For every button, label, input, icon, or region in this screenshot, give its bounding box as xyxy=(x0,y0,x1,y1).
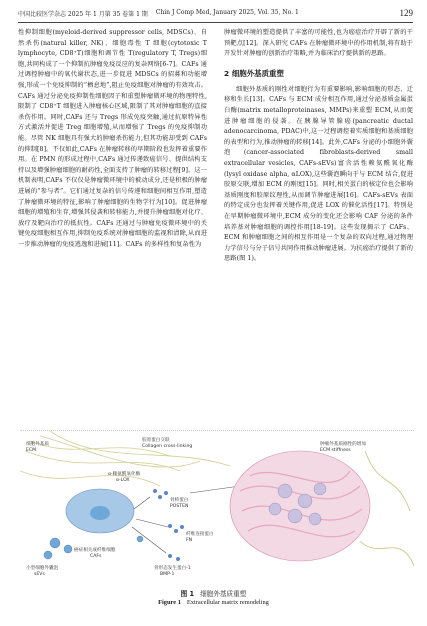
figure-caption-cn xyxy=(0,588,427,598)
label-posten: 骨桥蛋白 POSTEN xyxy=(170,498,189,509)
caption-cn-text: 细胞外基质重塑 xyxy=(200,590,247,598)
journal-title-en: Chin J Comp Med, January 2025, Vol. 35, No. 1 xyxy=(155,8,299,16)
page-number: 129 xyxy=(399,8,413,18)
right-paragraph-1: 肿瘤微环境的塑造提供了丰富的可能性,也为癌症治疗开辟了新的干预靶点[12]。深入研究 CAFs 在肿瘤微环境中的作用机制,将有助于开发针对肿瘤的创新治疗策略,并为临床治疗提供新的思路。 xyxy=(224,29,413,58)
label-caf: 癌症相关成纤维细胞 CAFs xyxy=(74,548,116,559)
stiff-ecm-region xyxy=(230,451,370,561)
left-column xyxy=(18,28,207,250)
caption-en-text: Extracellular matrix remodeling xyxy=(186,599,269,606)
header-rule xyxy=(18,22,413,23)
caption-en-label: Figure 1 xyxy=(158,599,181,606)
journal-title-cn: 中国比较医学杂志 2025 年 1 月第 35 卷第 1 期 xyxy=(18,10,148,18)
right-column xyxy=(224,28,413,265)
figure-caption-en xyxy=(0,599,427,606)
figure-1 xyxy=(20,430,414,581)
label-sevs: 小型细胞外囊泡 sEVs xyxy=(26,566,59,577)
fibroblast-nucleus xyxy=(90,506,110,520)
label-ecm-stiffness: 肿瘤外基质刚性的增加 ECM stiffness xyxy=(320,442,366,453)
label-bmp1: 骨形态发生蛋白-1 BMP-1 xyxy=(154,566,191,577)
label-fn: 纤维连接蛋白 FN xyxy=(186,532,214,543)
left-paragraph-1: 性抑制细胞(myeloid-derived suppressor cells, MDSCs)、自然杀伤(natural killer, NK)、细胞毒性 T 细胞(cytotoxic T lymphocyte, CD8⁺T)细胞和调节性 T(regulatory T, Tregs)细胞,共同构成了一个抑制抗肿瘤免疫反应的复杂网络[6-7]。CAFs 通过调控肿瘤中的氧代谢状态,进一步促进 MDSCs 的招募和功能增强,形成一个免疫抑制的“栖息地”,阻止免疫细胞对肿瘤的有效攻击。CAFs 通过分泌免疫抑制性细胞因子和重塑肿瘤微环境的物理特性,限制了 CD8⁺T 细胞进入肿瘤核心区域,限制了其对肿瘤细胞的直接杀伤作用。同时,CAFs 还与 Tregs 形成免疫突触,通过抗原特异性方式激活并促进 Treg 细胞增殖,从而增强了 Tregs 的免疫抑制功能。尽管 NK 细胞具有强大的肿瘤杀伤能力,但其功能却受到 CAFs 的抑制[8]。不仅如此,CAFs 在肿瘤转移的早期阶段也发挥着重要作用。在 PMN 的形成过程中,CAFs 通过传递致癌信号、提供结构支持以及增强肿瘤细胞的耐药性,全面支持了肿瘤的转移过程[9]。这一机制表明,CAFs 不仅仅是肿瘤微环境中的被动成分,还是积极的肿瘤进展的“参与者”。它们通过复杂的信号传递和细胞间相互作用,塑造了肿瘤微环境的特征,影响了肿瘤细胞的生物学行为[10]。促进肿瘤细胞的增殖和生存,增强其侵袭和转移能力,并提升肿瘤细胞对化疗、放疗及靶向治疗的抵抗性。CAFs 还通过与肿瘤免疫微环境中的关键免疫细胞相互作用,抑制免疫系统对肿瘤细胞的监视和清除,从而进一步推动肿瘤的免疫逃逸和进展[11]。CAFs 的多样性和复杂性为 xyxy=(18,29,207,248)
figure-illustration xyxy=(20,431,414,581)
running-header xyxy=(18,6,413,20)
right-paragraph-2: 细胞外基质的刚性对细胞行为有重要影响,影响细胞的形态、迁移和生长[13]。CAFs 与 ECM 成分相互作用,通过分泌基质金属蛋白酶(matrix metalloproteinases, MMPs)来重塑 ECM,从而促进肿瘤细胞的侵袭。在胰腺导管腺癌(pancreatic ductal adenocarcinoma, PDAC)中,这一过程调控着实质细胞和基质细胞的表型和行为,推动肿瘤的转移[14]。此外,CAFs 分泌的小细胞外囊泡(cancer-associated fibroblasts-derived small extracellular vesicles, CAFs-sEVs)富含活性赖氨酰氧化酶(lysyl oxidase alpha, αLOX),这些囊泡瞬向于与 ECM 结合,促进胶原交联,增加 ECM 的刚度[15]。同时,相关蛋白的核定位也会影响基质刚度和胶原纹理性,从而调节肿瘤进展[16]。CAFs-sEVs 表面的特定成分也发挥着关键作用,促进 LOX 的催化活性[17]。特别是在早期肿瘤微环境中,ECM 成分的变化还会影响 CAF 分泌的条件培养基对肿瘤细胞的调控作用[18-19]。这些发现揭示了 CAFs、ECM 和肿瘤细胞之间的相互作用是一个复杂的双向过程,通过物理力学信号与分子信号共同作用推动肿瘤进展。为抗癌治疗提供了新的思路(图 1)。 xyxy=(224,85,413,263)
label-ecm: 细胞外基质 ECM xyxy=(26,442,49,453)
caption-cn-label: 图 1 xyxy=(180,590,195,598)
label-lox: α-赖氨酰氧化酶 α-LOX xyxy=(108,472,141,483)
section-heading: 2 细胞外基质重塑 xyxy=(224,68,284,78)
label-collagen: 胶原蛋白交联 Collagen cross-linking xyxy=(142,438,193,449)
